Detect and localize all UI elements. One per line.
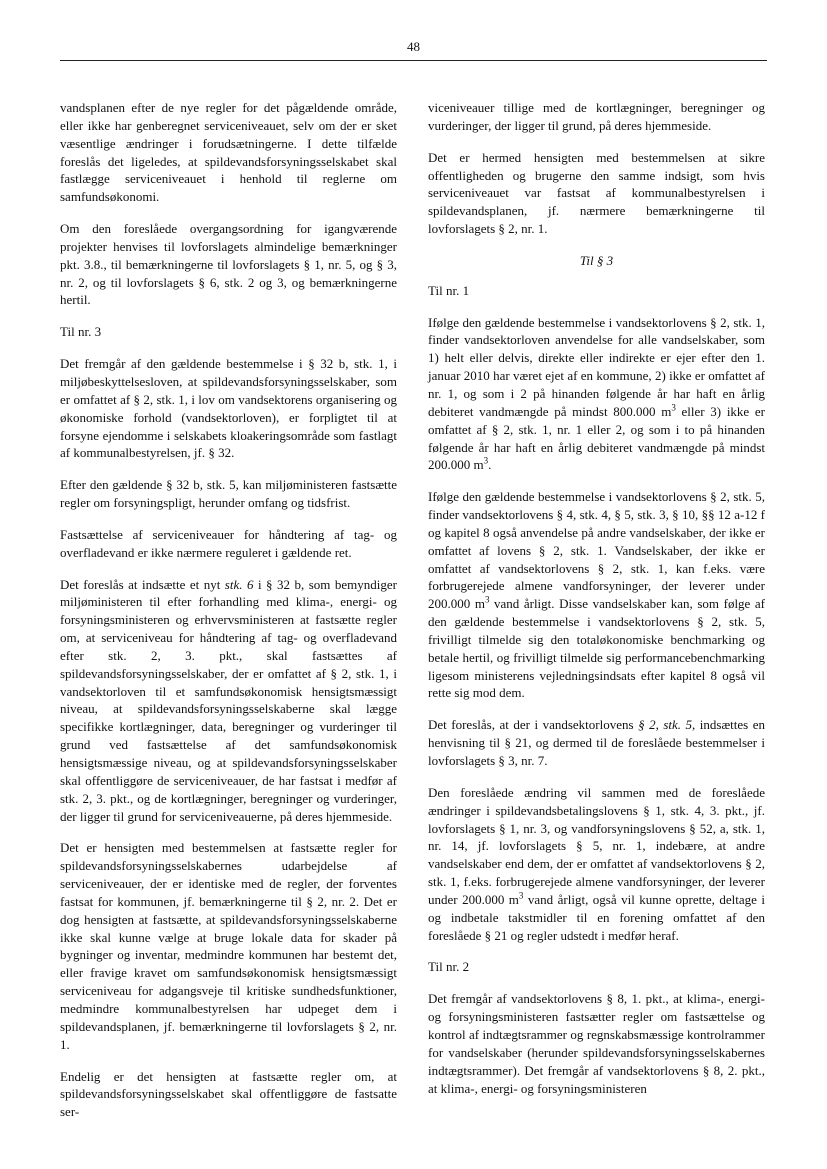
paragraph: Det er hensigten med bestemmelsen at fastsætte regler for spildevandsforsyningsselskabernes udarbejdelse af serviceniveauer, der er identiske med de regler, der forventes fastsat for kommunen, jf. bemærkningerne til § 2, nr. 2. Det er dog hensigten at fastsætte, at spildevandsforsyningsselskaberne ikke skal kunne vælge at bruge lokale data for skader på bygninger og inventar, medmindre kommunen har bestemt det, eller fravige kravet om samfundsøkonomisk hensigtsmæssigt serviceniveau for adgangsveje til kritiske sundhedsfunktioner, medmindre kommunalbestyrelsen har udpeget dem i spildevandsplanen, jf. bemærkningerne til lovforslagets § 2, nr. 1. <box>60 840 397 1052</box>
section-heading: Til nr. 3 <box>60 324 102 340</box>
left-column <box>60 99 397 1135</box>
header-rule <box>60 60 767 61</box>
paragraph: Det fremgår af den gældende bestemmelse i § 32 b, stk. 1, i miljøbeskyttelsesloven, at spildevandsforsyningsselskaber, som er omfattet af § 2, stk. 1, i lov om vandsektorens organisering og økonomiske forhold (vandsektorloven), er forpligtet til at forsyne ejendomme i selskabets kloakeringsområde som fastlagt af kommunalbestyrelsen, jf. § 32. <box>60 356 397 461</box>
paragraph: vandsplanen efter de nye regler for det pågældende område, eller ikke har genberegnet serviceniveauet, selv om der er sket væsentlige ændringer i forudsætningerne. I dette tilfælde foreslås det ligeledes, at spildevandsforsyningsselskabet skal fastlægge serviceniveauet i henhold til reglerne om samfundsøkonomi. <box>60 100 397 205</box>
paragraph: Det fremgår af vandsektorlovens § 8, 1. pkt., at klima-, energi- og forsyningsministeren fastsætter regler om fastsættelse og kontrol af indtægtsrammer og regnskabsmæssige kontrolrammer for vandselskaber (herunder spildevandsforsyningsselskabernes indtægtsrammer). Det fremgår af vandsektorlovens § 8, 2. pkt., at klima-, energi- og forsyningsministeren <box>428 991 765 1096</box>
section-title: Til § 3 <box>579 252 614 268</box>
paragraph: Det er hermed hensigten med bestemmelsen at sikre offentligheden og brugerne den samme indsigt, som hvis serviceniveauet var fastsat af kommunalbestyrelsen i spildevandsplanen, jf. nærmere bemærkningerne til lovforslagets § 2, nr. 1. <box>428 149 765 237</box>
paragraph: Det foreslås, at der i vandsektorlovens § 2, stk. 5, indsættes en henvisning til § 21, og dermed til de foreslåede bestemmelser i lovforslagets § 3, nr. 7. <box>428 717 765 768</box>
paragraph: Efter den gældende § 32 b, stk. 5, kan miljøministeren fastsætte regler om forsyningspligt, herunder omfang og tidsfrist. <box>60 477 397 511</box>
paragraph: Ifølge den gældende bestemmelse i vandsektorlovens § 2, stk. 1, finder vandsektorloven anvendelse for alle vandselskaber, som 1) helt eller delvis, direkte eller indirekte er ejer efter den 1. januar 2010 har været ejet af en kommune, 2) ikke er omfattet af nr. 1, og som i 2 på hinanden følgende år har haft en årlig debiteret vandmængde på mindst 800.000 $m^3$ eller 3) ikke er omfattet af § 2, stk. 1, nr. 1 eller 2, og som i to på hinanden følgende år har haft en årlig debiteret vandmængde på mindst 200.000 $m^3$. <box>428 314 766 473</box>
paragraph: viceniveauer tillige med de kortlægninger, beregninger og vurderinger, der ligger til grund, på deres hjemmeside. <box>428 100 765 133</box>
paragraph: Det foreslås at indsætte et nyt stk. 6 i § 32 b, som bemyndiger miljøministeren til efter forhandling med klima-, energi- og forsyningsministeren og erhvervsministeren at fastsætte regler om, at serviceniveau for håndtering af tag- og overfladevand efter stk. 2, 3. pkt., skal fastsættes af spildevandsforsyningsselskaber, der er omfattet af § 2, stk. 1, i vandsektorloven til et samfundsøkonomisk hensigtsmæssigt niveau, at spildevandsforsyningsselskaberne skal lægge specifikke kortlægninger, data, beregninger og vurderinger til grund ved fastsættelse af det samfundsøkonomisk hensigtsmæssige niveau, og at spildevandsforsyningsselskaber skal offentliggøre de serviceniveauer, de har fastsat i medfør af stk. 2, 3. pkt., og de kortlægninger, beregninger og vurderinger, der ligger til grund for serviceniveauerne, på deres hjemmeside. <box>60 576 397 824</box>
page-number: 48 <box>407 39 420 54</box>
section-heading: Til nr. 2 <box>428 959 470 975</box>
paragraph: Om den foreslåede overgangsordning for igangværende projekter henvises til lovforslagets almindelige bemærkninger pkt. 3.8., til bemærkningerne til lovforslagets § 1, nr. 5, og § 3, nr. 2, og til lovforslagets § 6, stk. 2 og 3, og bemærkningerne hertil. <box>60 221 397 308</box>
paragraph: Den foreslåede ændring vil sammen med de foreslåede ændringer i spildevandsbetalingslovens § 1, stk. 4, 3. pkt., jf. lovforslagets § 1, nr. 3, og vandforsyningslovens § 52, a, stk. 1, nr. 14, jf. lovforslagets § 5, nr. 1, indebære, at andre vandselskaber end dem, der er omfattet af vandsektorlovens § 2, stk. 1, f.eks. forbrugerejede almene vandforsyninger, der leverer under 200.000 $m^3$ vand årligt, også vil kunne oprette, deltage i og indbetale takstmidler til en forening omfattet af den foreslåede § 21 og regler udstedt i medfør heraf. <box>428 784 765 943</box>
paragraph: Ifølge den gældende bestemmelse i vandsektorlovens § 2, stk. 5, finder vandsektorlovens § 4, stk. 4, § 5, stk. 3, § 10, §§ 12 a-12 f og kapitel 8 også anvendelse på andre vandselskaber, der ikke er omfattet af lovens § 2, stk. 1. Vandselskaber, der ikke er omfattet af vandsektorlovens § 2, stk. 1, kan f.eks. være forbrugerejede almene vandforsyninger, der leverer under 200.000 $m^3$ vand årligt. Disse vandselskaber kan, som følge af den gældende bestemmelse i vandsektorlovens § 2, stk. 5, frivilligt tilmelde sig den totaløkonomiske benchmarking og betale hertil, og frivilligt tilmelde sig performancebenchmarking ligesom ministerens vejledningsindsats efter kapitel 8 også vil rette sig mod dem. <box>428 489 765 701</box>
right-column <box>428 99 765 1111</box>
section-heading: Til nr. 1 <box>428 282 470 298</box>
paragraph: Endelig er det hensigten at fastsætte regler om, at spildevandsforsyningsselskabet skal offentliggøre de fastsatte ser- <box>60 1068 397 1120</box>
paragraph: Fastsættelse af serviceniveauer for håndtering af tag- og overfladevand er ikke nærmere reguleret i gældende ret. <box>60 526 397 560</box>
